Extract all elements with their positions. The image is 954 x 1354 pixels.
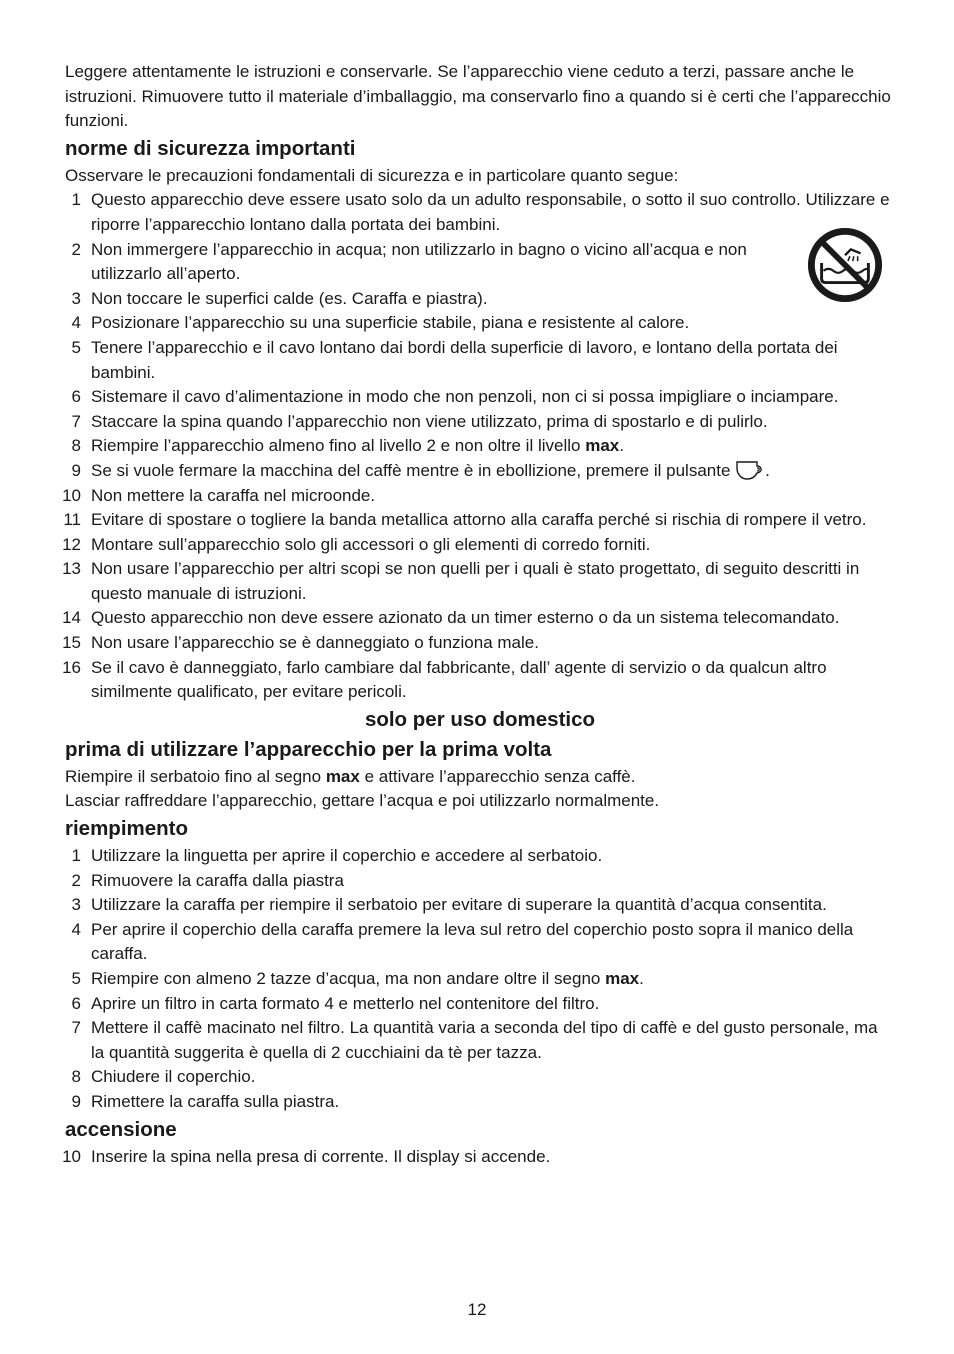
list-item: 7 Mettere il caffè macinato nel filtro. La quantità varia a seconda del tipo di caffè e del gusto personale, ma la quantità suggerita è quella di 2 cucchiaini da tè per tazza. <box>71 1018 878 1062</box>
max-mark: max <box>585 436 620 456</box>
filling-list <box>65 844 895 1115</box>
list-item: 6 Sistemare il cavo d’alimentazione in modo che non penzoli, non ci si possa impigliare o inciampare. <box>71 387 839 407</box>
list-item: 11 Evitare di spostare o togliere la banda metallica attorno alla caraffa perché si rischia di rompere il vetro. <box>63 510 867 530</box>
list-item: 4 Posizionare l’apparecchio su una superficie stabile, piana e resistente al calore. <box>71 313 690 333</box>
filling-heading: riempimento <box>65 817 189 841</box>
list-item: 13 Non usare l’apparecchio per altri scopi se non quelli per i quali è stato progettato, di seguito descritti in questo manuale di istruzioni. <box>62 559 860 603</box>
first-use-heading: prima di utilizzare l’apparecchio per la prima volta <box>65 737 552 761</box>
cup-icon <box>735 460 765 480</box>
list-item: 8 Riempire l’apparecchio almeno fino al livello 2 e non oltre il livello max. <box>71 436 624 456</box>
max-mark: max <box>325 766 360 786</box>
list-item: 5 Tenere l’apparecchio e il cavo lontano dai bordi della superficie di lavoro, e lontano della portata dei bambini. <box>71 337 838 382</box>
list-item: 4 Per aprire il coperchio della caraffa premere la leva sul retro del coperchio posto sopra il manico della caraffa. <box>71 919 854 964</box>
safety-lead: Osservare le precauzioni fondamentali di sicurezza e in particolare quanto segue: <box>65 165 679 185</box>
list-item: 12 Montare sull’apparecchio solo gli accessori o gli elementi di corredo forniti. <box>62 534 651 554</box>
list-item: 3 Utilizzare la caraffa per riempire il serbatoio per evitare di superare la quantità d’acqua consentita. <box>71 895 827 915</box>
intro-paragraph: Leggere attentamente le istruzioni e conservarle. Se l’apparecchio viene ceduto a terzi, passare anche le istruzioni. Rimuovere tutto il materiale d’imballaggio, ma conservarlo fino a quando si è certi che l’apparecchio funzioni. <box>65 62 891 131</box>
list-item: 10 Inserire la spina nella presa di corrente. Il display si accende. <box>62 1146 551 1166</box>
switch-on-list <box>62 1145 895 1170</box>
list-item: 15 Non usare l’apparecchio se è danneggiato o funziona male. <box>62 633 539 653</box>
list-item: 9 Se si vuole fermare la macchina del caffè mentre è in ebollizione, premere il pulsante . <box>71 460 770 480</box>
first-use-line-2: Lasciar raffreddare l’apparecchio, gettare l’acqua e poi utilizzarlo normalmente. <box>65 791 660 811</box>
list-item: 2 Rimuovere la caraffa dalla piastra <box>71 870 344 890</box>
page-number: 12 <box>467 1300 487 1319</box>
list-item: 9 Rimettere la caraffa sulla piastra. <box>71 1091 340 1111</box>
list-item: 3 Non toccare le superfici calde (es. Caraffa e piastra). <box>71 288 488 308</box>
max-mark: max <box>605 969 640 988</box>
first-use-line-1: Riempire il serbatoio fino al segno max e attivare l’apparecchio senza caffè. <box>65 766 636 786</box>
page-content <box>62 60 895 1169</box>
list-item: 5 Riempire con almeno 2 tazze d’acqua, ma non andare oltre il segno max. <box>71 969 644 988</box>
no-water-immersion-icon <box>806 226 884 304</box>
list-item: 16 Se il cavo è danneggiato, farlo cambiare dal fabbricante, dall’ agente di servizio o da qualcun altro similmente qualificato, per evitare pericoli. <box>62 657 827 702</box>
list-item: 2 Non immergere l’apparecchio in acqua; non utilizzarlo in bagno o vicino all’acqua e non utilizzarlo all’aperto. <box>71 239 747 284</box>
list-item: 14 Questo apparecchio non deve essere azionato da un timer esterno o da un sistema telecomandato. <box>62 608 840 628</box>
safety-heading: norme di sicurezza importanti <box>65 136 356 160</box>
household-note: solo per uso domestico <box>364 707 596 731</box>
switch-on-heading: accensione <box>65 1117 177 1141</box>
list-item: 8 Chiudere il coperchio. <box>71 1067 256 1087</box>
list-item: 1 Utilizzare la linguetta per aprire il coperchio e accedere al serbatoio. <box>71 846 603 866</box>
list-item: 7 Staccare la spina quando l’apparecchio non viene utilizzato, prima di spostarlo e di pulirlo. <box>71 411 768 431</box>
list-item: 1 Questo apparecchio deve essere usato solo da un adulto responsabile, o sotto il suo controllo. Utilizzare e riporre l’apparecchio lontano dalla portata dei bambini. <box>71 190 890 234</box>
list-item: 10 Non mettere la caraffa nel microonde. <box>62 485 376 505</box>
list-item: 6 Aprire un filtro in carta formato 4 e metterlo nel contenitore del filtro. <box>71 993 600 1013</box>
safety-list <box>62 188 895 704</box>
